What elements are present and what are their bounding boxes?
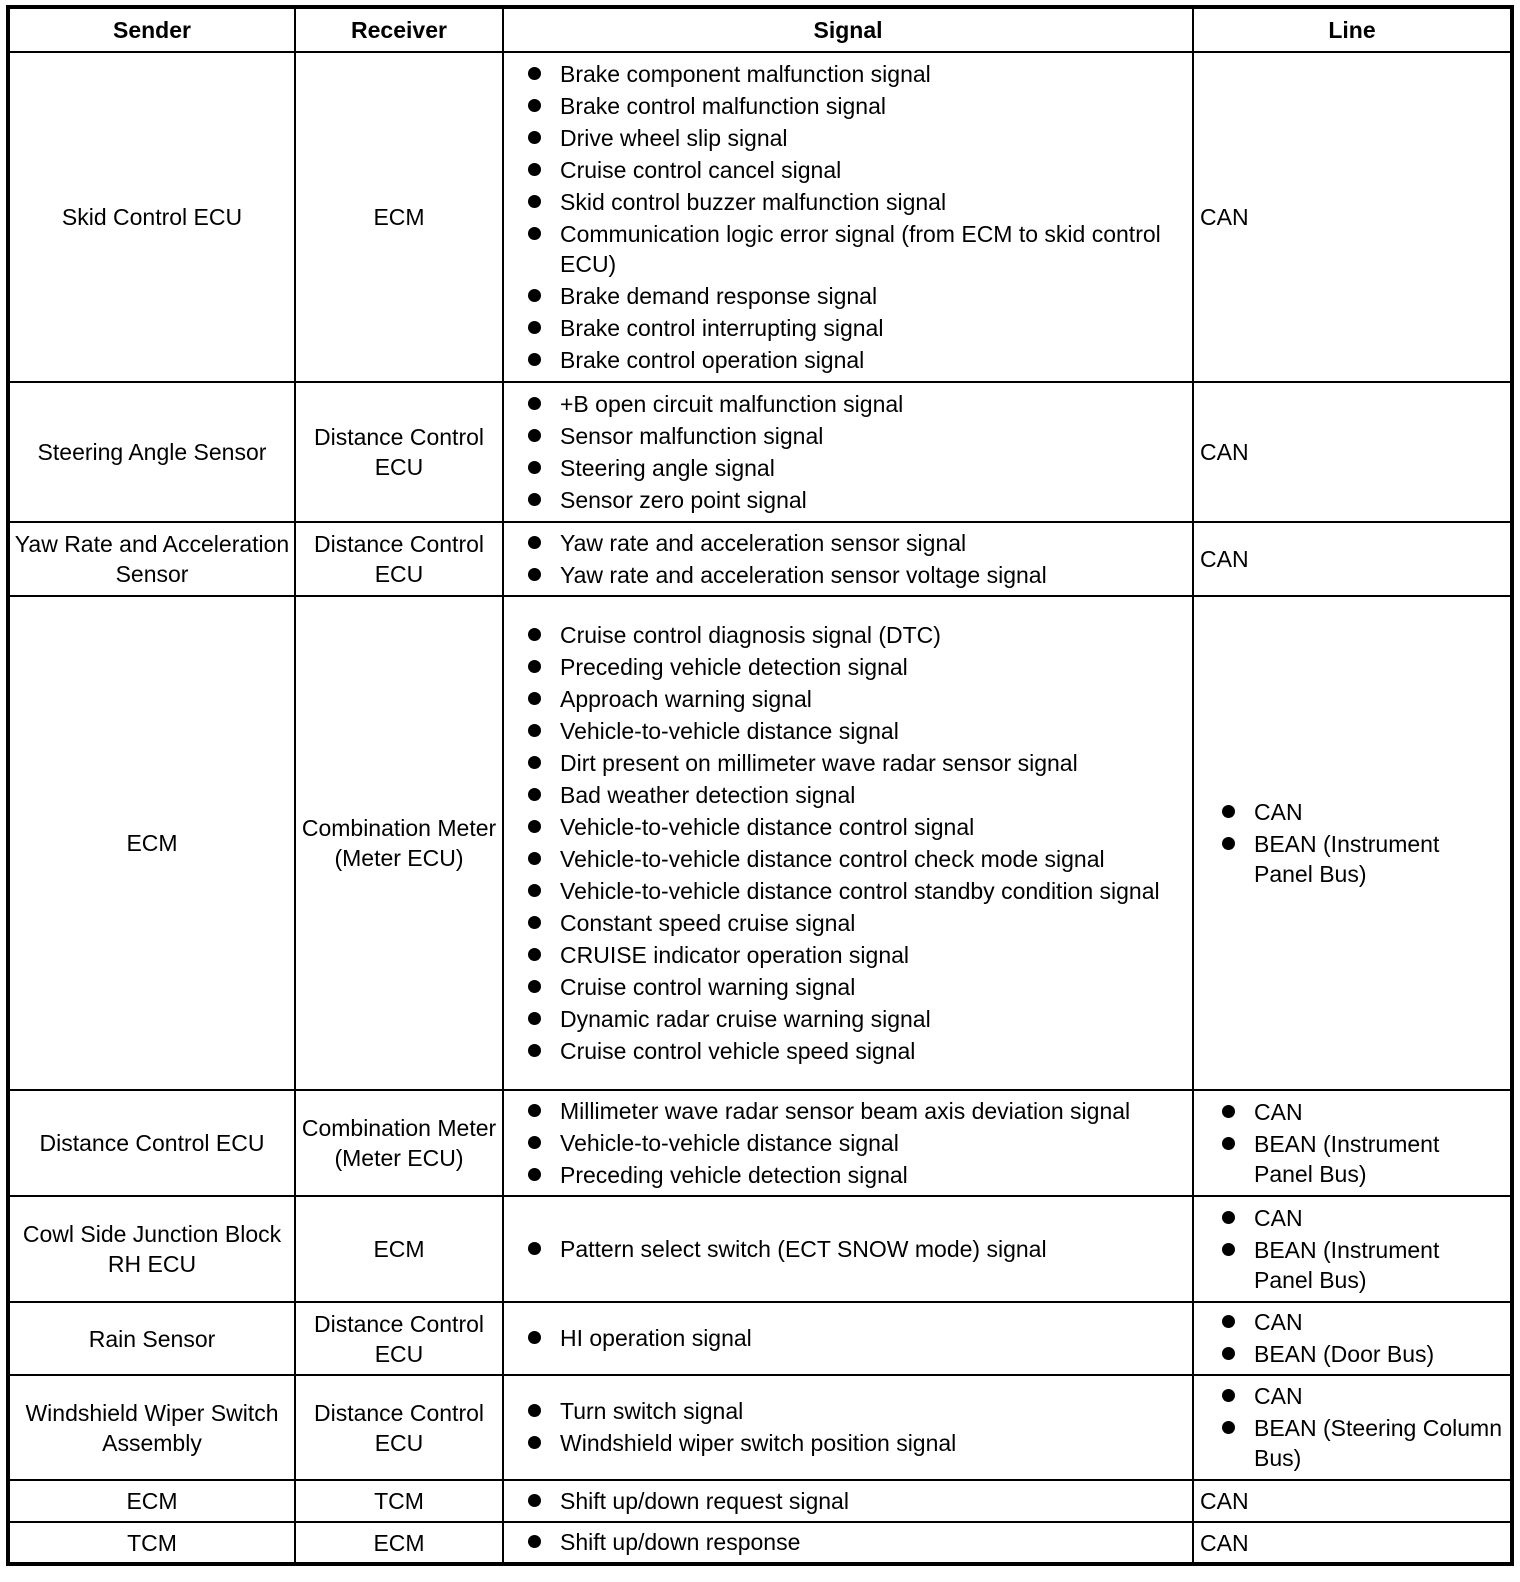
line-list <box>1200 797 1504 889</box>
signal-item: Brake component malfunction signal <box>526 59 1178 89</box>
signal-item: HI operation signal <box>526 1323 1178 1353</box>
signal-item: Approach warning signal <box>526 684 1178 714</box>
receiver-cell: Distance Control ECU <box>295 1302 503 1375</box>
line-item: CAN <box>1200 1381 1504 1411</box>
line-cell <box>1193 1302 1512 1375</box>
line-item: BEAN (Door Bus) <box>1200 1339 1504 1369</box>
signal-item: Steering angle signal <box>526 453 1178 483</box>
signal-cell <box>503 522 1193 596</box>
can-signal-table <box>6 5 1514 1566</box>
signal-item: Vehicle-to-vehicle distance control signal <box>526 812 1178 842</box>
line-cell <box>1193 522 1512 596</box>
signal-list <box>526 59 1178 375</box>
sender-cell: ECM <box>8 1480 295 1522</box>
signal-cell <box>503 1522 1193 1564</box>
table-row <box>8 522 1512 596</box>
receiver-cell: ECM <box>295 52 503 382</box>
table-body <box>8 52 1512 1564</box>
signal-list <box>526 1234 1178 1264</box>
signal-item: Turn switch signal <box>526 1396 1178 1426</box>
signal-item: Brake control malfunction signal <box>526 91 1178 121</box>
signal-item: Brake control interrupting signal <box>526 313 1178 343</box>
line-item: CAN <box>1200 1097 1504 1127</box>
sender-cell: ECM <box>8 596 295 1090</box>
signal-list <box>526 1323 1178 1353</box>
line-item: BEAN (Instrument Panel Bus) <box>1200 1129 1504 1189</box>
signal-item: Shift up/down response <box>526 1527 1178 1557</box>
signal-item: Drive wheel slip signal <box>526 123 1178 153</box>
line-cell <box>1193 1196 1512 1302</box>
receiver-cell: TCM <box>295 1480 503 1522</box>
header-sender: Sender <box>8 7 295 52</box>
table-row <box>8 1522 1512 1564</box>
signal-list <box>526 620 1178 1066</box>
signal-cell <box>503 52 1193 382</box>
table-row <box>8 1090 1512 1196</box>
table-row <box>8 1302 1512 1375</box>
table-row <box>8 382 1512 522</box>
signal-item: Millimeter wave radar sensor beam axis deviation signal <box>526 1096 1178 1126</box>
line-value: CAN <box>1200 546 1249 572</box>
signal-item: Preceding vehicle detection signal <box>526 652 1178 682</box>
signal-item: Dirt present on millimeter wave radar sensor signal <box>526 748 1178 778</box>
signal-item: Windshield wiper switch position signal <box>526 1428 1178 1458</box>
line-list <box>1200 1203 1504 1295</box>
line-value: CAN <box>1200 439 1249 465</box>
signal-item: Vehicle-to-vehicle distance signal <box>526 1128 1178 1158</box>
header-receiver: Receiver <box>295 7 503 52</box>
sender-cell: Rain Sensor <box>8 1302 295 1375</box>
line-cell <box>1193 1480 1512 1522</box>
signal-item: Yaw rate and acceleration sensor voltage signal <box>526 560 1178 590</box>
signal-cell <box>503 1302 1193 1375</box>
sender-cell: Distance Control ECU <box>8 1090 295 1196</box>
line-cell <box>1193 1375 1512 1480</box>
signal-cell <box>503 1090 1193 1196</box>
line-value: CAN <box>1200 204 1249 230</box>
signal-item: Cruise control warning signal <box>526 972 1178 1002</box>
table-row <box>8 52 1512 382</box>
signal-item: Constant speed cruise signal <box>526 908 1178 938</box>
signal-item: Bad weather detection signal <box>526 780 1178 810</box>
line-list <box>1200 1307 1504 1369</box>
signal-item: Pattern select switch (ECT SNOW mode) signal <box>526 1234 1178 1264</box>
signal-item: Skid control buzzer malfunction signal <box>526 187 1178 217</box>
signal-item: Vehicle-to-vehicle distance control check mode signal <box>526 844 1178 874</box>
signal-item: CRUISE indicator operation signal <box>526 940 1178 970</box>
sender-cell: Cowl Side Junction Block RH ECU <box>8 1196 295 1302</box>
line-cell <box>1193 382 1512 522</box>
signal-list <box>526 1396 1178 1458</box>
signal-list <box>526 1096 1178 1190</box>
line-value: CAN <box>1200 1529 1249 1556</box>
signal-item: Sensor zero point signal <box>526 485 1178 515</box>
header-line: Line <box>1193 7 1512 52</box>
sender-cell: Windshield Wiper Switch Assembly <box>8 1375 295 1480</box>
signal-item: +B open circuit malfunction signal <box>526 389 1178 419</box>
table-row <box>8 596 1512 1090</box>
signal-cell <box>503 382 1193 522</box>
line-item: BEAN (Instrument Panel Bus) <box>1200 1235 1504 1295</box>
receiver-cell: ECM <box>295 1522 503 1564</box>
signal-item: Sensor malfunction signal <box>526 421 1178 451</box>
signal-list <box>526 528 1178 590</box>
signal-cell <box>503 1480 1193 1522</box>
header-row <box>8 7 1512 52</box>
signal-item: Communication logic error signal (from ECM to skid control ECU) <box>526 219 1178 279</box>
receiver-cell: Distance Control ECU <box>295 522 503 596</box>
signal-item: Vehicle-to-vehicle distance signal <box>526 716 1178 746</box>
table-row <box>8 1375 1512 1480</box>
receiver-cell: Combination Meter (Meter ECU) <box>295 596 503 1090</box>
receiver-cell: Distance Control ECU <box>295 1375 503 1480</box>
signal-item: Preceding vehicle detection signal <box>526 1160 1178 1190</box>
table-row <box>8 1480 1512 1522</box>
signal-table-wrapper <box>6 5 1514 1566</box>
sender-cell: TCM <box>8 1522 295 1564</box>
signal-list <box>526 389 1178 515</box>
line-cell <box>1193 1522 1512 1564</box>
header-signal: Signal <box>503 7 1193 52</box>
line-cell <box>1193 596 1512 1090</box>
line-item: BEAN (Instrument Panel Bus) <box>1200 829 1504 889</box>
signal-item: Brake demand response signal <box>526 281 1178 311</box>
signal-item: Cruise control vehicle speed signal <box>526 1036 1178 1066</box>
receiver-cell: ECM <box>295 1196 503 1302</box>
line-item: CAN <box>1200 797 1504 827</box>
line-list <box>1200 1381 1504 1473</box>
signal-item: Dynamic radar cruise warning signal <box>526 1004 1178 1034</box>
signal-item: Cruise control diagnosis signal (DTC) <box>526 620 1178 650</box>
signal-item: Cruise control cancel signal <box>526 155 1178 185</box>
line-item: CAN <box>1200 1307 1504 1337</box>
signal-cell <box>503 596 1193 1090</box>
line-item: CAN <box>1200 1203 1504 1233</box>
receiver-cell: Distance Control ECU <box>295 382 503 522</box>
signal-cell <box>503 1375 1193 1480</box>
line-cell <box>1193 52 1512 382</box>
sender-cell: Steering Angle Sensor <box>8 382 295 522</box>
signal-item: Shift up/down request signal <box>526 1486 1178 1516</box>
line-item: BEAN (Steering Column Bus) <box>1200 1413 1504 1473</box>
receiver-cell: Combination Meter (Meter ECU) <box>295 1090 503 1196</box>
signal-cell <box>503 1196 1193 1302</box>
signal-list <box>526 1486 1178 1516</box>
line-value: CAN <box>1200 1488 1249 1514</box>
signal-list <box>526 1527 1178 1557</box>
line-cell <box>1193 1090 1512 1196</box>
signal-item: Brake control operation signal <box>526 345 1178 375</box>
signal-item: Yaw rate and acceleration sensor signal <box>526 528 1178 558</box>
table-row <box>8 1196 1512 1302</box>
signal-item: Vehicle-to-vehicle distance control standby condition signal <box>526 876 1178 906</box>
line-list <box>1200 1097 1504 1189</box>
sender-cell: Skid Control ECU <box>8 52 295 382</box>
sender-cell: Yaw Rate and Acceleration Sensor <box>8 522 295 596</box>
